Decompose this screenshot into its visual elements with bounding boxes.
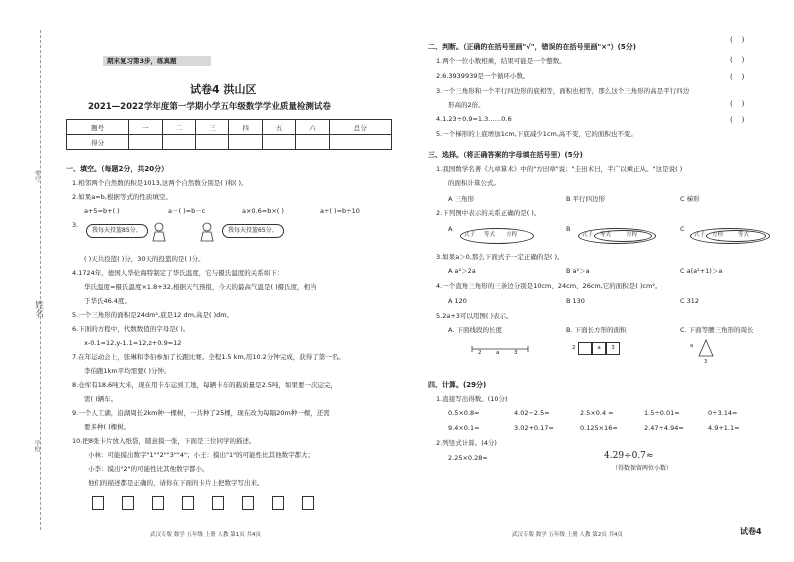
isosceles-triangle-figure xyxy=(696,338,716,360)
choice-q2: 2.下列图中表示的关系正确的是( )。 xyxy=(436,209,541,217)
mental-calc-item[interactable]: 0÷3.14= xyxy=(708,409,738,417)
paper-title: 试卷4 洪山区 xyxy=(190,83,257,96)
choice-q4-option-a: A 120 xyxy=(448,297,467,305)
answer-paren[interactable]: ( ) xyxy=(730,73,745,81)
rect-label: 2 xyxy=(572,345,576,351)
q1-8-line1: 8.仓库有18.6吨大米，现在用卡车运到工地，每辆卡车的载质量是2.5吨，如果要一次运完， xyxy=(72,381,338,389)
exam-title: 2021—2022学年度第一学期小学五年级数学学业质量检测试卷 xyxy=(88,102,331,112)
score-table-score-row xyxy=(67,135,392,150)
choice-q2-label-c: C xyxy=(680,225,685,233)
answer-paren[interactable]: ( ) xyxy=(730,36,745,44)
choice-q4-option-c: C 312 xyxy=(680,297,700,305)
venn-word: 等式 xyxy=(484,232,496,238)
student-figure-icon xyxy=(198,222,216,242)
mental-calc-item[interactable]: 4.9+1.1= xyxy=(708,424,740,432)
choice-q3-option-c: C a(a²+1)＞a xyxy=(680,267,723,275)
segment-label: 3 xyxy=(514,350,518,356)
score-header-cell: 五 xyxy=(262,120,295,135)
segment-label: a xyxy=(496,350,500,356)
q1-10-line2: 小林：可能摸出数字"1""2""3""4"；小王：摸出"1"的可能性比其他数字都大； xyxy=(88,451,315,459)
calc-sub1-heading: 1.直接写出得数。(10分) xyxy=(436,395,508,403)
footer-right: 武汉专版 数学 五年级 上册 人教 第2页 共4页 xyxy=(512,532,623,538)
q1-2-item-d: a÷( )=b÷10 xyxy=(320,207,360,215)
score-cell[interactable] xyxy=(196,135,229,150)
column-calc-2-note: （得数保留两位小数） xyxy=(612,465,673,472)
q1-9-line2: 要多种( )棵树。 xyxy=(84,423,131,431)
choice-q2-label-b: B xyxy=(566,225,571,233)
score-table xyxy=(66,119,392,150)
q1-9-line1: 9.一个人工湖，沿湖周长2km种一棵树，一共种了25棵，现在改为每隔20m种一棵，还需 xyxy=(72,409,330,417)
card-box[interactable] xyxy=(212,496,224,510)
q1-10-line1: 10.把8张卡片放入纸袋，随意摸一张，下面是三位同学的描述。 xyxy=(72,437,256,445)
q1-7-line1: 7.在年运动会上，张琳和李伯参加了长跑比赛。全程1.5 km,用10.2分钟完成，获得了第一名。 xyxy=(72,353,345,361)
score-header-cell: 二 xyxy=(162,120,195,135)
choice-q5: 5.2a+3可以用图( )表示。 xyxy=(436,312,513,320)
score-header-cell: 一 xyxy=(129,120,162,135)
triangle-label: 3 xyxy=(704,359,708,365)
venn-word: 式子 xyxy=(464,232,476,238)
judge-item-2: 2.6.3939939是一个循环小数。 xyxy=(436,72,530,80)
q1-8-line2: 需( )辆车。 xyxy=(84,395,118,403)
choice-q3-option-b: B a²＞a xyxy=(566,267,590,275)
q1-7-line2: 李伯跑1km平均需要( )分钟。 xyxy=(84,367,171,375)
card-box[interactable] xyxy=(302,496,314,510)
mental-calc-item[interactable]: 3.02+0.17= xyxy=(514,424,554,432)
venn-word: 方程 xyxy=(506,232,518,238)
choice-q1-option-a: A 三角形 xyxy=(448,195,475,203)
mental-calc-item[interactable]: 0.5×0.8= xyxy=(448,409,480,417)
student-figure-icon xyxy=(150,222,168,242)
section4-heading: 四、计算。(29分) xyxy=(428,381,487,389)
card-box[interactable] xyxy=(122,496,134,510)
venn-word: 式子 xyxy=(694,232,706,238)
speech-bubble-2: 我每天投篮65分。 xyxy=(222,224,284,238)
gutter-label-school: 学校 xyxy=(33,440,40,452)
choice-q1-option-b: B 平行四边形 xyxy=(566,195,606,203)
mental-calc-item[interactable]: 2.47÷4.94= xyxy=(644,424,684,432)
section2-heading: 二、判断。（正确的在括号里画"√"，错误的在括号里画"×"）(5分) xyxy=(428,43,636,51)
q1-4-line3: 于华氏46.4度。 xyxy=(84,297,131,305)
binding-gutter xyxy=(0,0,58,562)
score-header-cell: 六 xyxy=(296,120,329,135)
venn-word: 方程 xyxy=(712,232,724,238)
q1-1: 1.相邻两个自然数的积是1013,这两个自然数分别是( )和( )。 xyxy=(72,179,248,187)
judge-item-3-cont: 形高的2倍。 xyxy=(448,101,485,109)
paper-tag: 试卷4 xyxy=(740,527,762,536)
choice-q3-option-a: A a²＞2a xyxy=(448,267,476,275)
segment-label: 2 xyxy=(478,350,482,356)
mental-calc-item[interactable]: 0.125×16= xyxy=(580,424,618,432)
score-cell[interactable] xyxy=(129,135,162,150)
column-calc-2[interactable]: 4.29÷0.7≈ xyxy=(604,451,654,461)
score-cell[interactable] xyxy=(329,135,391,150)
choice-q4: 4.一个直角三角形的三条边分别是10cm、24cm、26cm,它的面积是( )cm²。 xyxy=(436,282,662,290)
q1-2-item-c: a×0.6=b×( ) xyxy=(242,207,284,215)
review-banner: 期末复习第3步，练真题 xyxy=(103,56,211,66)
score-cell[interactable] xyxy=(162,135,195,150)
q1-3-text: ( )天共投篮( )分，30天的投篮的是( )分。 xyxy=(84,255,205,263)
rect-cell: a xyxy=(592,342,606,355)
q1-10-line4: 他们的描述都是正确的，请你在下面的卡片上把数字写出来。 xyxy=(88,479,264,487)
q1-2: 2.如果a=b,根据等式的性质填空。 xyxy=(72,193,172,201)
score-cell[interactable] xyxy=(296,135,329,150)
q1-2-item-b: a－( )=b－c xyxy=(168,207,206,215)
judge-item-3: 3.一个三角形和一个平行四边形的底相等，面积也相等，那么这个三角形的高是平行四边 xyxy=(436,87,690,95)
card-box[interactable] xyxy=(182,496,194,510)
card-box[interactable] xyxy=(242,496,254,510)
q1-2-item-a: a+5=b+( ) xyxy=(84,207,120,215)
rect-cell xyxy=(578,342,592,355)
venn-word: 等式 xyxy=(600,232,612,238)
gutter-label-exam-number: 考号 xyxy=(33,170,40,182)
score-row-label: 得分 xyxy=(67,135,129,150)
score-header-cell: 四 xyxy=(229,120,262,135)
answer-paren[interactable]: ( ) xyxy=(730,116,745,124)
score-cell[interactable] xyxy=(262,135,295,150)
card-box[interactable] xyxy=(92,496,104,510)
score-header-cell: 题号 xyxy=(67,120,129,135)
footer-left: 武汉专版 数学 五年级 上册 人教 第1页 共4页 xyxy=(150,532,261,538)
q1-5: 5.一个三角形的面积是24dm²,底是12 dm,高是( )dm。 xyxy=(72,311,234,319)
score-header-cell: 总分 xyxy=(329,120,391,135)
venn-word: 方程 xyxy=(626,232,638,238)
choice-q1-line2: 的面积计算公式。 xyxy=(448,179,500,187)
q1-6: 6.下面的方程中，代数数值的字母是( )。 xyxy=(72,325,190,333)
gutter-label-name: 姓名 xyxy=(33,300,43,318)
speech-bubble-1: 我每天投篮85分。 xyxy=(86,224,148,238)
answer-paren[interactable]: ( ) xyxy=(730,56,745,64)
column-calc-1[interactable]: 2.25×0.28= xyxy=(448,454,488,462)
choice-q3: 3.如果a＞0,那么下面式子一定正确的是( )。 xyxy=(436,253,564,261)
mental-calc-item[interactable]: 4.02−2.5= xyxy=(514,409,550,417)
section1-heading: 一、填空。（每题2分，共20分） xyxy=(66,165,169,173)
mental-calc-item[interactable]: 9.4×0.1= xyxy=(448,424,480,432)
choice-q5-option-c: C. 下面等腰三角形的周长 xyxy=(680,326,754,334)
choice-q1-option-c: C 梯形 xyxy=(680,195,700,203)
card-box[interactable] xyxy=(152,496,164,510)
q1-4-line1: 4.1724年，德国人华伦海特制定了华氏温度，它与摄氏温度的关系如下： xyxy=(72,269,284,277)
score-table-header-row xyxy=(67,120,392,135)
card-box[interactable] xyxy=(272,496,284,510)
judge-item-1: 1.两个一位小数相乘，结果可能是一个整数。 xyxy=(436,57,566,65)
section3-heading: 三、选择。（将正确答案的字母填在括号里）(5分) xyxy=(428,151,583,159)
score-cell[interactable] xyxy=(229,135,262,150)
judge-item-4: 4.1.23÷0.9=1.3……0.6 xyxy=(436,115,512,123)
calc-sub2-heading: 2.列竖式计算。(4分) xyxy=(436,439,497,447)
choice-q5-option-b: B. 下面长方形的面积 xyxy=(566,326,627,334)
choice-q1-line1: 1.我国数学名著《九章算术》中的"方田章"说："圭田术曰，半广以乘正从。"这是说( ) xyxy=(436,165,683,173)
q1-4-line2: 华氏温度=摄氏温度×1.8+32,根据天气预报，今天的最高气温是( )摄氏度，相当 xyxy=(84,283,317,291)
mental-calc-item[interactable]: 1.5÷0.01= xyxy=(644,409,680,417)
choice-q5-option-a: A. 下面线段的长度 xyxy=(448,326,502,334)
score-header-cell: 三 xyxy=(196,120,229,135)
choice-q2-label-a: A xyxy=(448,225,453,233)
answer-paren[interactable]: ( ) xyxy=(730,100,745,108)
q1-6-equations: x-0.1=12,y-1.1=12,z+0.9=12 xyxy=(84,339,182,347)
q1-3-number: 3. xyxy=(72,221,79,229)
venn-word: 式子 xyxy=(582,232,594,238)
mental-calc-item[interactable]: 2.5×0.4 = xyxy=(580,409,614,417)
choice-q4-option-b: B 130 xyxy=(566,297,585,305)
triangle-label: a xyxy=(690,343,694,349)
rect-cell: 3 xyxy=(606,342,620,355)
binding-dashed-line xyxy=(40,30,41,530)
judge-item-5: 5.一个梯形的上底增加1cm,下底减少1cm,高不变，它的面积也不变。 xyxy=(436,130,637,138)
q1-10-line3: 小李：摸出"2"的可能性比其他数字都小。 xyxy=(88,465,209,473)
venn-word: 等式 xyxy=(738,232,750,238)
